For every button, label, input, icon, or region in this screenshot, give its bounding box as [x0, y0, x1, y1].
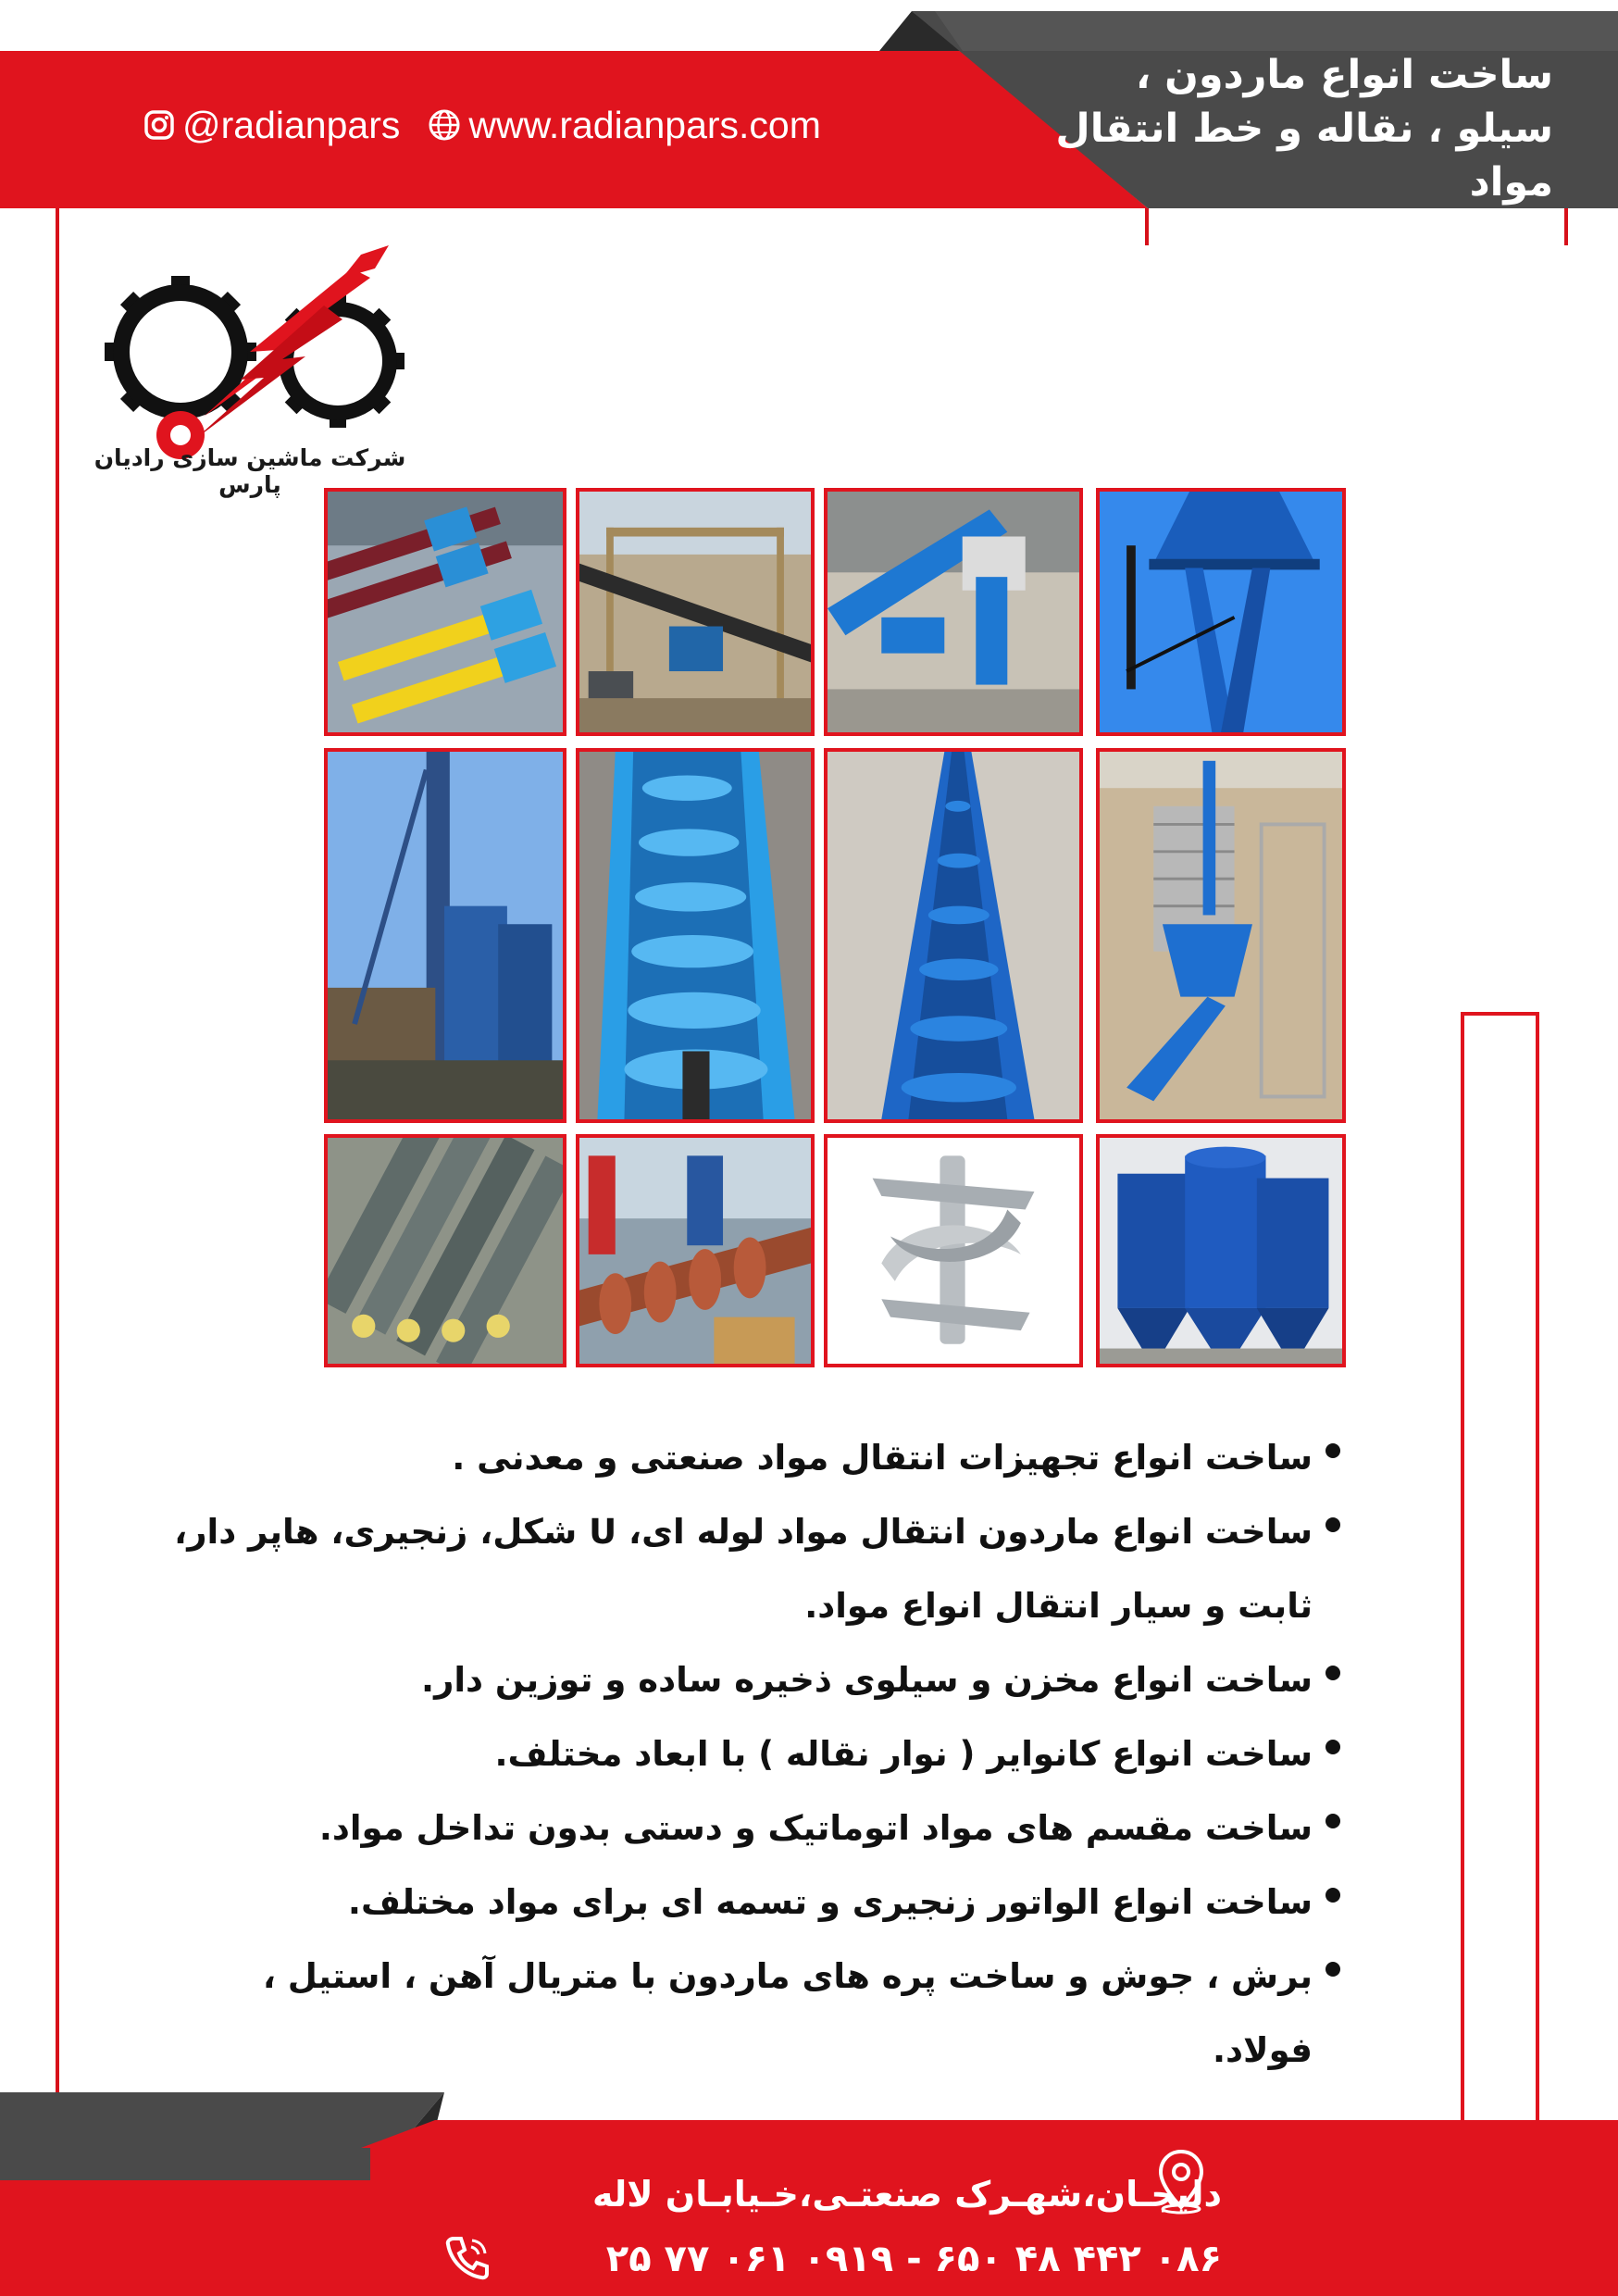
service-item: ساخت انواع ماردون انتقال مواد لوله ای، U شکل، زنجیری، هاپر دار، ثابت و سیار انتقال انواع مواد. [174, 1495, 1340, 1643]
header-title-line2: سیلو ، نقاله و خط انتقال مواد [1055, 106, 1553, 206]
service-item: ساخت مقسم های مواد اتوماتیک و دستی بدون تداخل مواد. [174, 1791, 1340, 1866]
service-item: ساخت انواع الواتور زنجیری و تسمه ای برای مواد مختلف. [174, 1866, 1340, 1940]
header-contacts [143, 97, 821, 153]
website-link[interactable] [428, 104, 821, 147]
instagram-link[interactable] [143, 104, 400, 147]
footer-phone: ۰۸۶ ۴۴۲ ۴۸ ۶۵۰ - ۰۹۱۹ ۰۶۱ ۷۷ ۲۵ [605, 2238, 1222, 2280]
frame-line-top-right [1145, 208, 1149, 245]
photo-screw-flights [324, 1134, 566, 1367]
photo-screw-conveyors [324, 488, 566, 736]
photo-silo-elevator [324, 748, 566, 1123]
photo-hopper-screw [1096, 748, 1346, 1123]
wrench-icon [156, 245, 389, 459]
decor-frame-right [1461, 1012, 1539, 2146]
frame-line-left [56, 208, 59, 2097]
photo-u-trough-screw [576, 748, 815, 1123]
footer-address: دلیجـان،شهـرک صنعتـی،خـیابـان لاله [591, 2174, 1222, 2215]
photo-screw-workshop [576, 1134, 815, 1367]
photo-silo-legs [1096, 488, 1346, 736]
photo-blue-screw-feeder [824, 488, 1083, 736]
photo-belt-conveyor [576, 488, 815, 736]
phone-icon [442, 2233, 492, 2283]
frame-line-top-right2 [1564, 208, 1568, 245]
header-title-line1: ساخت انواع ماردون ، [1135, 52, 1553, 98]
instagram-handle: @radianpars [182, 103, 401, 146]
service-item: ساخت انواع کانوایر ( نوار نقاله ) با ابعاد مختلف. [174, 1717, 1340, 1791]
service-item: برش ، جوش و ساخت پره های ماردون با متریال آهن ، استیل ، فولاد. [174, 1940, 1340, 2014]
website-url: www.radianpars.com [468, 103, 821, 146]
service-item: ساخت انواع مخزن و سیلوی ذخیره ساده و توزین دار. [174, 1643, 1340, 1717]
header-title [1035, 48, 1553, 209]
globe-icon [428, 108, 461, 142]
photo-u-trough-screw-long [824, 748, 1083, 1123]
company-name: شرکت ماشین سازی رادیان پارس [93, 444, 406, 498]
photo-blue-silos [1096, 1134, 1346, 1367]
photo-mixer-paddle [824, 1134, 1083, 1367]
service-item: ساخت انواع تجهیزات انتقال مواد صنعتی و معدنی . [174, 1421, 1340, 1495]
services-list [174, 1421, 1340, 2070]
instagram-icon [143, 109, 175, 141]
